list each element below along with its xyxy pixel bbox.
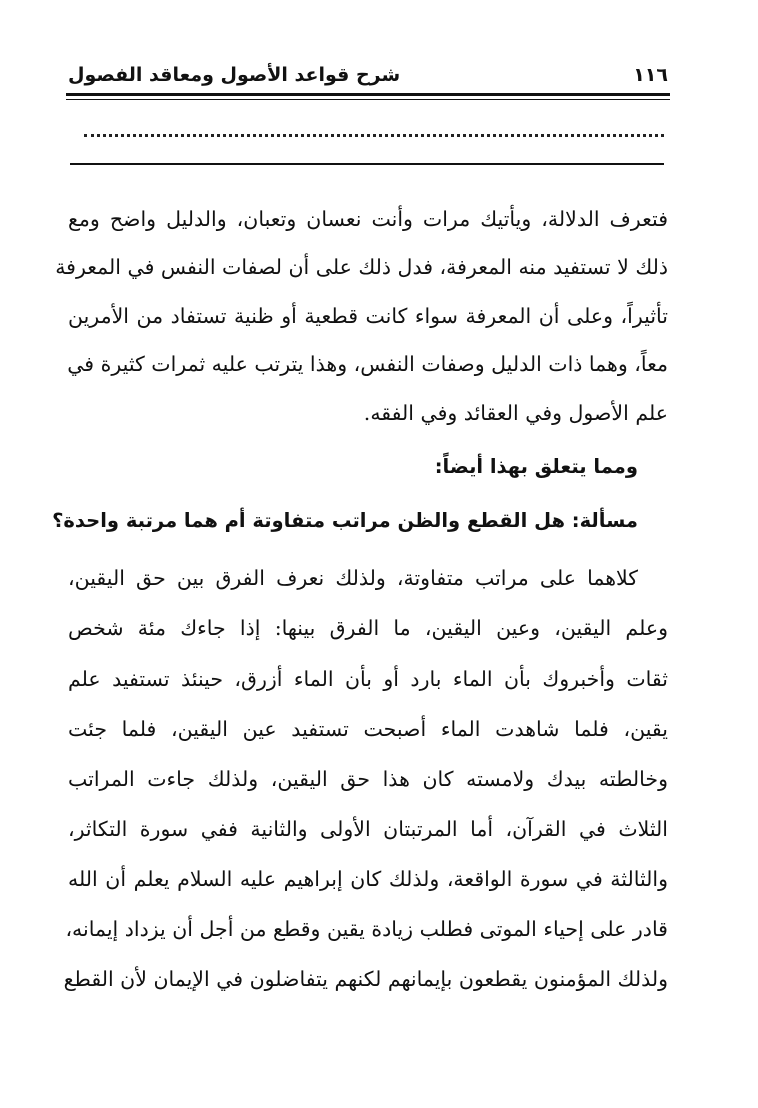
page-number: ١١٦ [633, 64, 668, 86]
text-line: تأثيراً، وعلى أن المعرفة سواء كانت قطعية أو ظنية تستفاد من الأمرين [68, 304, 668, 328]
book-title: شرح قواعد الأصول ومعاقد الفصول [68, 64, 401, 86]
text-line: كلاهما على مراتب متفاوتة، ولذلك نعرف الفرق بين حق اليقين، [68, 566, 638, 590]
text-line: قادر على إحياء الموتى فطلب زيادة يقين وقطع من أجل أن يزداد إيمانه، [65, 917, 668, 941]
text-line: الثلاث في القرآن، أما المرتبتان الأولى والثانية ففي سورة التكاثر، [68, 817, 668, 841]
question-heading: مسألة: هل القطع والظن مراتب متفاوتة أم هما مرتبة واحدة؟ [52, 509, 638, 532]
dotted-separator [84, 120, 664, 137]
running-header [68, 60, 668, 90]
text-line: وعلم اليقين، وعين اليقين، ما الفرق بينها: إذا جاءك مئة شخص [68, 616, 668, 640]
header-rule-thin [66, 99, 670, 100]
text-line: معاً، وهما ذات الدليل وصفات النفس، وهذا يترتب عليه ثمرات كثيرة في [67, 352, 668, 376]
text-line: يقين، فلما شاهدت الماء أصبحت تستفيد عين اليقين، فلما جئت [68, 717, 668, 741]
text-line: فتعرف الدلالة، ويأتيك مرات وأنت نعسان وتعبان، والدليل واضح ومع [68, 207, 668, 231]
text-line: ذلك لا تستفيد منه المعرفة، فدل ذلك على أن لصفات النفس في المعرفة [55, 255, 668, 279]
text-line: ثقات وأخبروك بأن الماء بارد أو بأن الماء أزرق، حينئذ تستفيد علم [68, 667, 668, 691]
text-line: ولذلك المؤمنون يقطعون بإيمانهم لكنهم يتفاضلون في الإيمان لأن القطع [63, 967, 668, 991]
intro-line: ومما يتعلق بهذا أيضاً: [434, 455, 638, 478]
text-line: وخالطته بيدك ولامسته كان هذا حق اليقين، ولذلك جاءت المراتب [68, 767, 668, 791]
text-line: علم الأصول وفي العقائد وفي الفقه. [363, 401, 668, 425]
section-rule [70, 163, 664, 165]
header-rule-thick [66, 93, 670, 96]
text-line: والثالثة في سورة الواقعة، ولذلك كان إبراهيم عليه السلام يعلم أن الله [68, 867, 668, 891]
